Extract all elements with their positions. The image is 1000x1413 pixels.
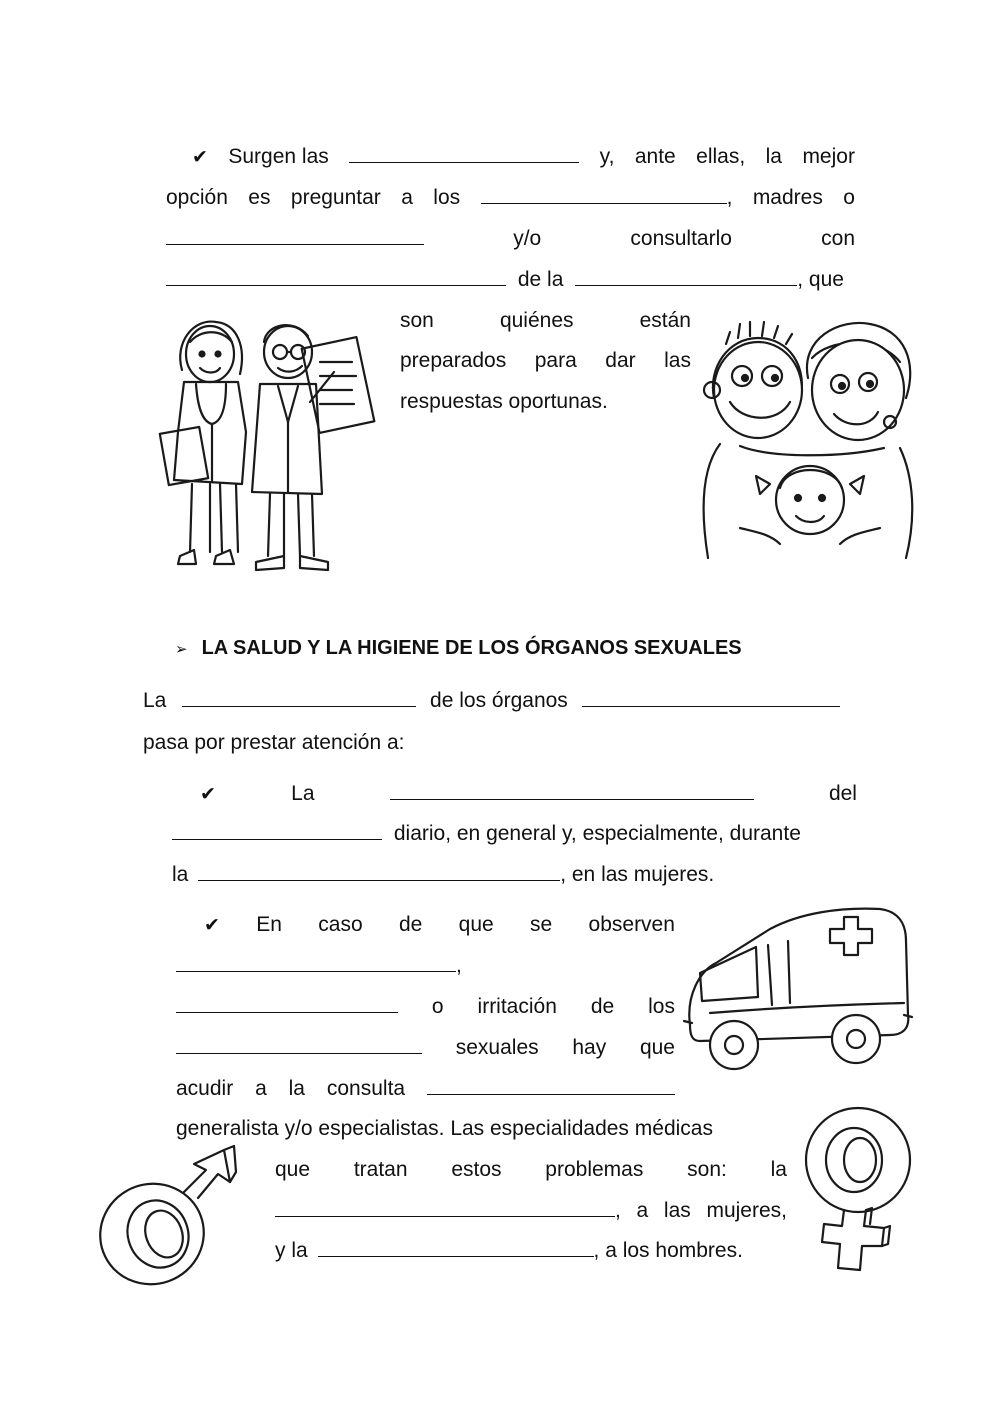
text: observen bbox=[588, 913, 675, 936]
text: caso bbox=[318, 913, 363, 936]
text: de los órganos bbox=[430, 689, 568, 712]
blank-field[interactable] bbox=[582, 688, 840, 707]
text: dar bbox=[605, 349, 636, 372]
section-heading bbox=[175, 635, 742, 661]
blank-field[interactable] bbox=[176, 1035, 422, 1054]
text: La bbox=[291, 782, 315, 805]
text: son bbox=[400, 309, 434, 332]
text: ellas, bbox=[696, 145, 746, 168]
text: de la bbox=[517, 268, 564, 291]
text: que bbox=[639, 1036, 675, 1059]
blank-field[interactable] bbox=[176, 994, 398, 1013]
text: , bbox=[456, 954, 462, 977]
blank-field[interactable] bbox=[427, 1076, 675, 1095]
text: a bbox=[401, 186, 413, 209]
text: y la bbox=[275, 1239, 308, 1262]
s2-intro-1 bbox=[143, 688, 857, 714]
blank-field[interactable] bbox=[172, 821, 382, 840]
text: , bbox=[615, 1199, 621, 1222]
blank-field[interactable] bbox=[275, 1198, 615, 1217]
text: a bbox=[636, 1199, 649, 1222]
text: la bbox=[770, 1158, 787, 1181]
text: son: bbox=[687, 1158, 727, 1181]
text: , que bbox=[797, 268, 844, 291]
b2-line-2 bbox=[176, 953, 462, 979]
s1-line-3 bbox=[166, 226, 855, 252]
b2-line-8 bbox=[275, 1198, 787, 1224]
b1-line-1 bbox=[200, 781, 857, 807]
text: preguntar bbox=[290, 186, 381, 209]
text: y/o bbox=[513, 227, 542, 250]
text: que bbox=[275, 1158, 311, 1181]
b2-line-4 bbox=[176, 1035, 675, 1061]
text: están bbox=[639, 309, 691, 332]
s2-intro-2 bbox=[143, 730, 405, 756]
family-illustration-icon bbox=[700, 318, 920, 568]
b2-line-9 bbox=[275, 1238, 743, 1264]
text: acudir bbox=[176, 1077, 234, 1100]
blank-field[interactable] bbox=[390, 781, 754, 800]
text: problemas bbox=[545, 1158, 644, 1181]
s1-line-4 bbox=[166, 267, 844, 293]
text: consulta bbox=[326, 1077, 406, 1100]
text: diario, en general y, especialmente, durante bbox=[393, 822, 801, 845]
doctors-illustration-icon bbox=[160, 312, 380, 582]
b1-line-3 bbox=[172, 862, 714, 888]
blank-field[interactable] bbox=[166, 226, 424, 245]
text: , bbox=[726, 186, 733, 209]
text: irritación bbox=[477, 995, 557, 1018]
b2-line-3 bbox=[176, 994, 675, 1020]
checkmark-icon: ✔ bbox=[200, 783, 216, 805]
blank-field[interactable] bbox=[182, 688, 416, 707]
text: preparados bbox=[400, 349, 507, 372]
text: con bbox=[821, 227, 855, 250]
page-heading: LA SALUD Y LA HIGIENE DE LOS ÓRGANOS SEXUALES bbox=[201, 637, 742, 659]
text: pasa por prestar atención a: bbox=[143, 731, 405, 754]
checkmark-icon: ✔ bbox=[192, 146, 208, 168]
text: La bbox=[143, 689, 167, 712]
arrow-bullet-icon: ➢ bbox=[175, 640, 188, 658]
text: de bbox=[398, 913, 423, 936]
text: o bbox=[843, 186, 855, 209]
text: del bbox=[828, 782, 857, 805]
text: ante bbox=[634, 145, 676, 168]
ambulance-icon bbox=[680, 905, 916, 1085]
text: hay bbox=[572, 1036, 607, 1059]
text: madres bbox=[752, 186, 823, 209]
text: que bbox=[458, 913, 494, 936]
male-symbol-icon bbox=[96, 1142, 246, 1288]
b2-line-1 bbox=[204, 912, 675, 938]
blank-field[interactable] bbox=[349, 144, 579, 163]
blank-field[interactable] bbox=[166, 267, 506, 286]
text: mejor bbox=[802, 145, 855, 168]
text: las bbox=[663, 1199, 691, 1222]
text: Surgen las bbox=[228, 145, 329, 168]
text: , a los hombres. bbox=[593, 1239, 743, 1262]
text: generalista y/o especialistas. Las especialidades médicas bbox=[176, 1117, 713, 1140]
text: o bbox=[431, 995, 444, 1018]
blank-field[interactable] bbox=[575, 267, 797, 286]
text: opción bbox=[166, 186, 228, 209]
text: sexuales bbox=[455, 1036, 539, 1059]
text: para bbox=[534, 349, 577, 372]
text: los bbox=[433, 186, 461, 209]
text: y, bbox=[599, 145, 615, 168]
s1-line-6 bbox=[400, 348, 691, 374]
text: la bbox=[172, 863, 189, 886]
s1-line-5 bbox=[400, 308, 691, 334]
text: se bbox=[530, 913, 553, 936]
text: consultarlo bbox=[630, 227, 732, 250]
blank-field[interactable] bbox=[481, 185, 727, 204]
text: estos bbox=[451, 1158, 502, 1181]
text: , en las mujeres. bbox=[560, 863, 715, 886]
text: la bbox=[765, 145, 782, 168]
b2-line-7 bbox=[275, 1157, 787, 1183]
blank-field[interactable] bbox=[176, 953, 456, 972]
text: es bbox=[248, 186, 271, 209]
s1-line-2 bbox=[166, 185, 855, 211]
blank-field[interactable] bbox=[318, 1238, 594, 1257]
b1-line-2 bbox=[172, 821, 801, 847]
text: la bbox=[288, 1077, 305, 1100]
text: a bbox=[255, 1077, 267, 1100]
b2-line-5 bbox=[176, 1076, 675, 1102]
female-symbol-icon bbox=[798, 1104, 918, 1274]
text: los bbox=[648, 995, 675, 1018]
text: de bbox=[590, 995, 615, 1018]
blank-field[interactable] bbox=[198, 862, 560, 881]
text: En bbox=[256, 913, 282, 936]
b2-line-6 bbox=[176, 1116, 713, 1142]
s1-line-1 bbox=[192, 144, 855, 170]
text: respuestas oportunas. bbox=[400, 390, 608, 413]
text: quiénes bbox=[499, 309, 574, 332]
text: las bbox=[664, 349, 691, 372]
text: mujeres, bbox=[706, 1199, 787, 1222]
text: tratan bbox=[353, 1158, 408, 1181]
checkmark-icon: ✔ bbox=[204, 914, 220, 936]
s1-line-7 bbox=[400, 389, 608, 415]
